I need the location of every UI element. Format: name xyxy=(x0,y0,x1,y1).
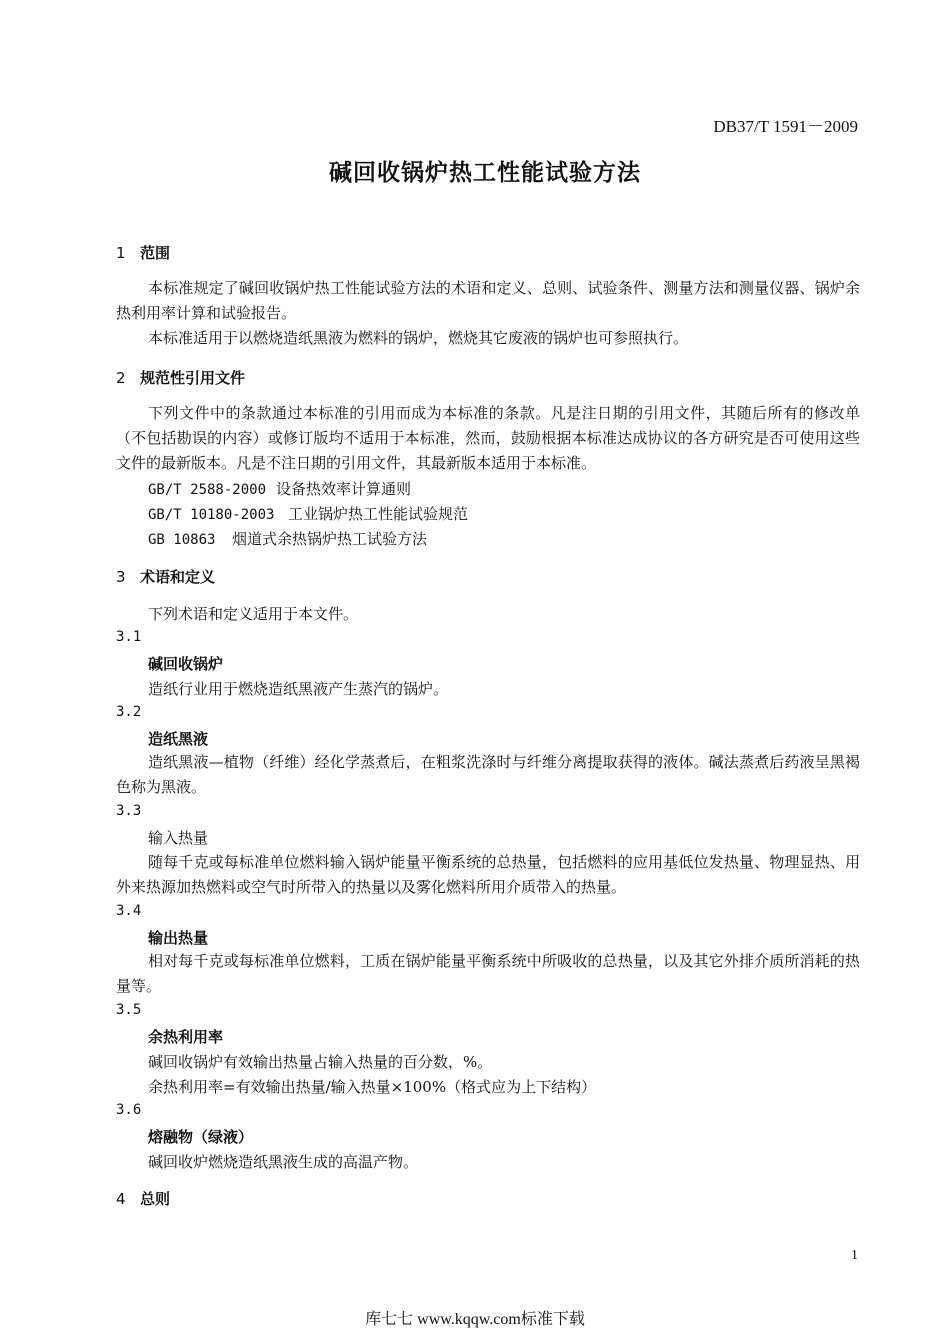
document-title: 碱回收锅炉热工性能试验方法 xyxy=(329,160,641,186)
section-4-heading xyxy=(116,1188,170,1209)
reference-item xyxy=(148,528,427,549)
term-number: 3.3 xyxy=(116,803,142,819)
section-title: 规范性引用文件 xyxy=(140,369,246,387)
section-number: 2 xyxy=(116,369,126,387)
reference-code: GB/T 10180-2003 xyxy=(148,507,275,523)
section-1-heading xyxy=(116,242,170,263)
reference-item xyxy=(148,503,468,524)
section-3-heading xyxy=(116,566,215,587)
term-name: 造纸黑液 xyxy=(148,730,209,748)
section-number: 1 xyxy=(116,244,126,262)
paragraph: 本标准适用于以燃烧造纸黑液为燃料的锅炉，燃烧其它废液的锅炉也可参照执行。 xyxy=(148,329,689,347)
reference-name: 工业锅炉热工性能试验规范 xyxy=(288,505,469,523)
footer-watermark: 库七七 www.kqqw.com标准下载 xyxy=(365,1311,585,1328)
term-name: 输出热量 xyxy=(148,929,209,947)
term-number: 3.6 xyxy=(116,1102,142,1118)
reference-code: GB/T 2588-2000 xyxy=(148,482,267,498)
term-name: 熔融物（绿液） xyxy=(148,1128,254,1146)
section-number: 3 xyxy=(116,568,126,586)
reference-name: 烟道式余热锅炉热工试验方法 xyxy=(232,530,428,548)
term-definition: 碱回收锅炉有效输出热量占输入热量的百分数，%。 xyxy=(148,1053,493,1071)
section-title: 总则 xyxy=(140,1190,171,1208)
paragraph: 下列文件中的条款通过本标准的引用而成为本标准的条款。凡是注日期的引用文件，其随后所有的修改单（不包括勘误的内容）或修订版均不适用于本标准，然而，鼓励根据本标准达成协议的各方研究是否可使用这些文件的最新版本。凡是不注日期的引用文件，其最新版本适用于本标准。 xyxy=(116,404,860,472)
term-number: 3.4 xyxy=(116,903,142,919)
paragraph: 本标准规定了碱回收锅炉热工性能试验方法的术语和定义、总则、试验条件、测量方法和测量仪器、锅炉余热利用率计算和试验报告。 xyxy=(116,279,860,322)
section-2-heading xyxy=(116,367,245,388)
term-name: 碱回收锅炉 xyxy=(148,655,224,673)
term-definition: 碱回收炉燃烧造纸黑液生成的高温产物。 xyxy=(148,1153,419,1171)
reference-code: GB 10863 xyxy=(148,532,216,548)
term-number: 3.5 xyxy=(116,1002,142,1018)
term-name: 余热利用率 xyxy=(148,1028,224,1046)
formula: 余热利用率=有效输出热量/输入热量×100%（格式应为上下结构） xyxy=(148,1078,597,1096)
term-definition: 造纸黑液—植物（纤维）经化学蒸煮后，在粗浆洗涤时与纤维分离提取获得的液体。碱法蒸煮后药液呈黑褐色称为黑液。 xyxy=(116,753,860,796)
reference-item xyxy=(148,478,411,499)
section-title: 术语和定义 xyxy=(140,568,216,586)
term-definition: 相对每千克或每标准单位燃料，工质在锅炉能量平衡系统中所吸收的总热量，以及其它外排介质所消耗的热量等。 xyxy=(116,952,860,995)
term-definition: 造纸行业用于燃烧造纸黑液产生蒸汽的锅炉。 xyxy=(148,680,449,698)
section-number: 4 xyxy=(116,1190,126,1208)
standard-number: DB37/T 1591－2009 xyxy=(713,117,858,136)
term-number: 3.1 xyxy=(116,629,142,645)
section-title: 范围 xyxy=(140,244,171,262)
paragraph: 下列术语和定义适用于本文件。 xyxy=(148,605,359,623)
term-name: 输入热量 xyxy=(148,829,209,847)
term-number: 3.2 xyxy=(116,704,142,720)
page-number: 1 xyxy=(851,1248,858,1263)
reference-name: 设备热效率计算通则 xyxy=(276,480,412,498)
term-definition: 随每千克或每标准单位燃料输入锅炉能量平衡系统的总热量，包括燃料的应用基低位发热量、物理显热、用外来热源加热燃料或空气时所带入的热量以及雾化燃料所用介质带入的热量。 xyxy=(116,853,860,896)
